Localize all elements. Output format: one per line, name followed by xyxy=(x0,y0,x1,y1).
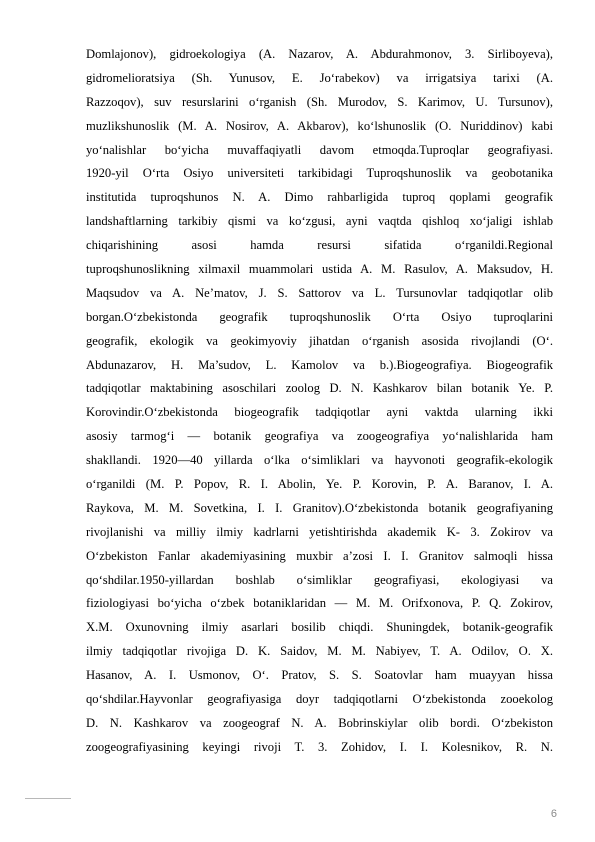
page-number: 6 xyxy=(550,808,557,820)
text-line: Razzoqov), suv resurslarini o‘rganish (Sh. Murodov, S. Karimov, U. Tursunov), xyxy=(86,94,553,109)
text-line: chiqarishining asosi hamda resursi sifatida o‘rganildi.Regional xyxy=(86,238,553,253)
text-line: yo‘nalishlar bo‘yicha muvaffaqiyatli davom etmoqda.Tuproqlar geografiyasi. xyxy=(86,142,553,157)
text-line: ilmiy tadqiqotlar rivojiga D. K. Saidov, M. M. Nabiyev, T. A. Odilov, O. X. xyxy=(86,644,553,659)
text-line: zoogeografiyasining keyingi rivoji T. 3. Zohidov, I. I. Kolesnikov, R. N. xyxy=(86,739,553,754)
text-line: o‘rganildi (M. P. Popov, R. I. Abolin, Ye. P. Korovin, P. A. Baranov, I. A. xyxy=(86,477,553,492)
text-line: tuproqshunoslikning xilmaxil muammolari ustida A. M. Rasulov, A. Maksudov, H. xyxy=(86,262,553,277)
text-line: landshaftlarning tarkibiy qismi va ko‘zgusi, ayni vaqtda qishloq xo‘jaligi ishlab xyxy=(86,214,553,229)
footer-divider xyxy=(25,798,71,799)
text-line: X.M. Oxunovning ilmiy asarlari bosilib chiqdi. Shuningdek, botanik-geografik xyxy=(86,620,553,635)
text-line: O‘zbekiston Fanlar akademiyasining muxbir a’zosi I. I. Granitov salmoqli hissa xyxy=(86,548,553,563)
text-line: Raykova, M. M. Sovetkina, I. I. Granitov).O‘zbekistonda botanik geografiyaning xyxy=(86,500,553,515)
text-line: Maqsudov va A. Ne’matov, J. S. Sattorov va L. Tursunovlar tadqiqotlar olib xyxy=(86,285,553,300)
body-paragraph xyxy=(86,43,553,760)
text-line: D. N. Kashkarov va zoogeograf N. A. Bobrinskiylar olib bordi. O‘zbekiston xyxy=(86,715,553,730)
text-line: institutida tuproqshunos N. A. Dimo rahbarligida tuproq qoplami geografik xyxy=(86,190,553,205)
text-line: Abdunazarov, H. Ma’sudov, L. Kamolov va b.).Biogeografiya. Biogeografik xyxy=(86,357,553,372)
text-line: Korovindir.O‘zbekistonda biogeografik tadqiqotlar ayni vaktda ularning ikki xyxy=(86,405,553,420)
text-line: borgan.O‘zbekistonda geografik tuproqshunoslik O‘rta Osiyo tuproqlarini xyxy=(86,309,553,324)
text-line: rivojlanishi va milliy ilmiy kadrlarni yetishtirishda akademik K- 3. Zokirov va xyxy=(86,524,553,539)
text-line: fiziologiyasi bo‘yicha o‘zbek botaniklaridan — M. M. Orifxonova, P. Q. Zokirov, xyxy=(86,596,553,611)
text-line: muzlikshunoslik (M. A. Nosirov, A. Akbarov), ko‘lshunoslik (O. Nuriddinov) kabi xyxy=(86,118,553,133)
text-line: shakllandi. 1920—40 yillarda o‘lka o‘simliklari va hayvonoti geografik-ekologik xyxy=(86,453,553,468)
text-line: geografik, ekologik va geokimyoviy jihatdan o‘rganish asosida rivojlandi (O‘. xyxy=(86,333,553,348)
text-line: asosiy tarmog‘i — botanik geografiya va zoogeografiya yo‘nalishlarida ham xyxy=(86,429,553,444)
text-line: tadqiqotlar maktabining asoschilari zoolog D. N. Kashkarov bilan botanik Ye. P. xyxy=(86,381,553,396)
text-line: Hasanov, A. I. Usmonov, O‘. Pratov, S. S. Soatovlar ham muayyan hissa xyxy=(86,668,553,683)
text-line: 1920-yil O‘rta Osiyo universiteti tarkibidagi Tuproqshunoslik va geobotanika xyxy=(86,166,553,181)
text-line: qo‘shdilar.1950-yillardan boshlab o‘simliklar geografiyasi, ekologiyasi va xyxy=(86,572,553,587)
text-line: gidromelioratsiya (Sh. Yunusov, E. Jo‘rabekov) va irrigatsiya tarixi (A. xyxy=(86,70,553,85)
text-line: qo‘shdilar.Hayvonlar geografiyasiga doyr tadqiqotlarni O‘zbekistonda zooekolog xyxy=(86,692,553,707)
text-line: Domlajonov), gidroekologiya (A. Nazarov, A. Abdurahmonov, 3. Sirliboyeva), xyxy=(86,47,553,61)
